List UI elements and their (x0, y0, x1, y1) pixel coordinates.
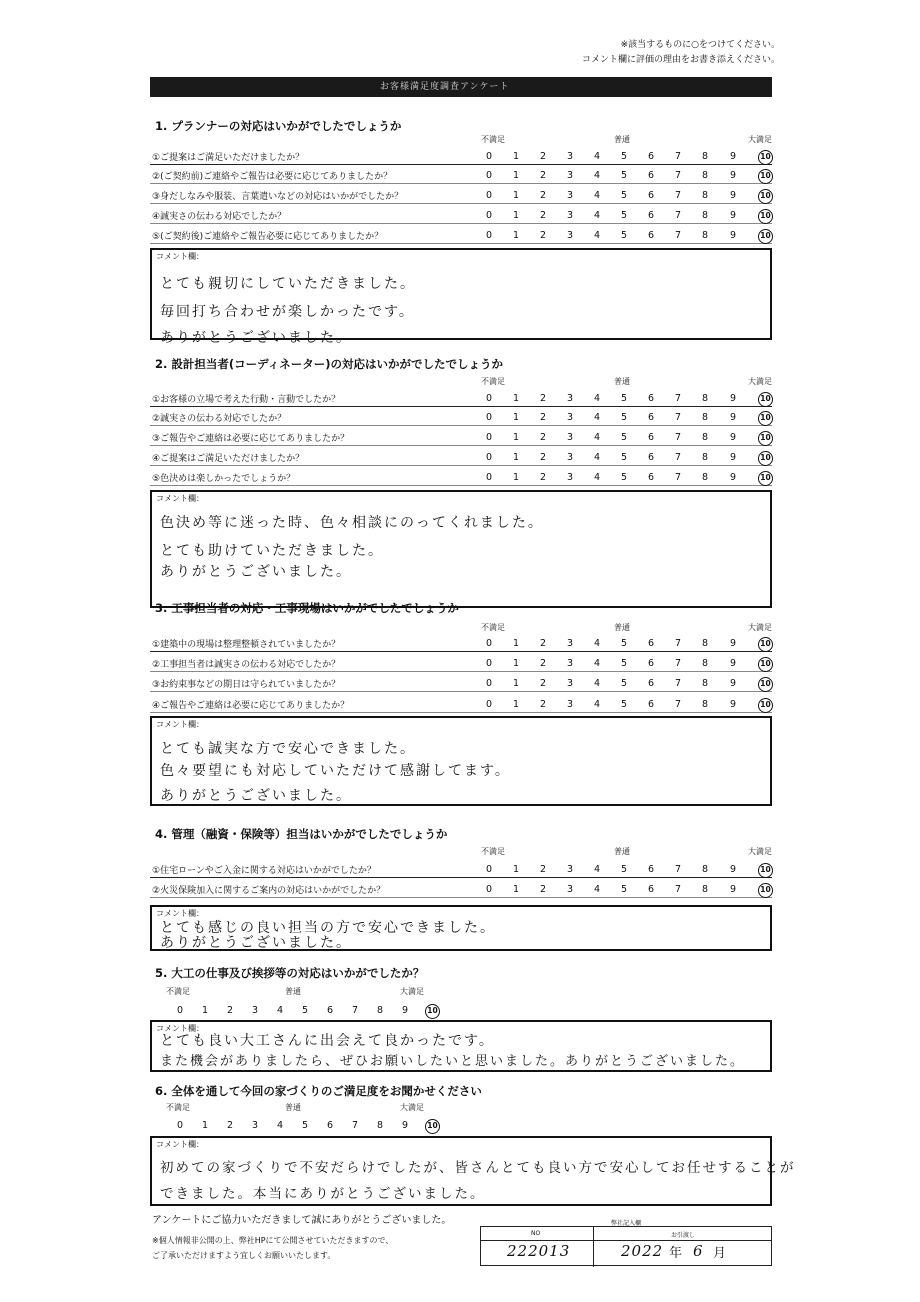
rating-option[interactable]: 9 (729, 884, 737, 895)
rating-option[interactable]: 5 (620, 699, 628, 710)
rating-option[interactable]: 4 (593, 678, 601, 689)
rating-option[interactable]: 5 (620, 864, 628, 875)
rating-option[interactable]: 6 (647, 210, 655, 221)
rating-option[interactable]: 7 (674, 658, 682, 669)
scale-label-high: 大満足 (748, 135, 772, 144)
rating-option[interactable]: 8 (376, 1005, 384, 1016)
scale-label-high: 大満足 (400, 987, 424, 996)
selected-rating-circle[interactable]: 10 (758, 411, 773, 426)
rating-option[interactable]: 2 (539, 151, 547, 162)
rating-option[interactable]: 3 (566, 151, 574, 162)
scale-label-mid: 普通 (285, 1103, 301, 1112)
rating-option[interactable]: 8 (701, 190, 709, 201)
rating-option[interactable]: 4 (593, 884, 601, 895)
rating-option[interactable]: 9 (729, 678, 737, 689)
rating-option[interactable]: 6 (647, 412, 655, 423)
rating-option[interactable]: 1 (512, 210, 520, 221)
rating-option[interactable]: 1 (512, 151, 520, 162)
scale-label-low: 不満足 (481, 847, 505, 856)
rating-option[interactable]: 5 (620, 678, 628, 689)
rating-option[interactable]: 9 (729, 412, 737, 423)
rating-option[interactable]: 8 (701, 452, 709, 463)
rating-option[interactable]: 2 (539, 864, 547, 875)
comment-label: コメント欄： (156, 494, 204, 503)
rating-option[interactable]: 2 (226, 1120, 234, 1131)
instruction-circle: ※該当するものに○をつけてください。 (620, 40, 780, 50)
section-title: 2. 設計担当者(コーディネーター)の対応はいかがでしたでしょうか (155, 357, 503, 371)
rating-option[interactable]: 5 (620, 638, 628, 649)
selected-rating-circle[interactable]: 10 (758, 169, 773, 184)
handover-month: 6 (693, 1242, 704, 1260)
rating-option[interactable]: 2 (539, 472, 547, 483)
rating-option[interactable]: 6 (647, 884, 655, 895)
rating-option[interactable]: 3 (566, 412, 574, 423)
handwritten-comment-line: とても感じの良い担当の方で安心できました。 (160, 920, 496, 936)
selected-rating-circle[interactable]: 10 (425, 1004, 440, 1019)
rating-option[interactable]: 2 (539, 658, 547, 669)
rating-option[interactable]: 5 (301, 1120, 309, 1131)
rating-option[interactable]: 1 (512, 432, 520, 443)
handwritten-comment-line: できました。本当にありがとうございました。 (160, 1186, 486, 1202)
rating-option[interactable]: 5 (620, 452, 628, 463)
rating-option[interactable]: 4 (593, 472, 601, 483)
rating-option[interactable]: 8 (701, 151, 709, 162)
no-label: NO (531, 1230, 541, 1237)
rating-option[interactable]: 6 (647, 230, 655, 241)
handwritten-comment-line: ありがとうございました。 (160, 935, 352, 951)
rating-option[interactable]: 3 (566, 638, 574, 649)
survey-title: お客様満足度調査アンケート (150, 77, 772, 97)
rating-option[interactable]: 6 (647, 190, 655, 201)
rating-option[interactable]: 1 (512, 170, 520, 181)
rating-option[interactable]: 8 (701, 884, 709, 895)
rating-option[interactable]: 7 (674, 638, 682, 649)
rating-option[interactable]: 0 (485, 452, 493, 463)
rating-option[interactable]: 0 (485, 412, 493, 423)
rating-option[interactable]: 4 (593, 699, 601, 710)
rating-option[interactable]: 9 (729, 190, 737, 201)
rating-option[interactable]: 6 (647, 864, 655, 875)
question-row-line (150, 712, 772, 713)
rating-option[interactable]: 1 (512, 472, 520, 483)
rating-option[interactable]: 8 (376, 1120, 384, 1131)
question-row-line (150, 897, 772, 898)
selected-rating-circle[interactable]: 10 (758, 209, 773, 224)
handwritten-comment-line: ありがとうございました。 (160, 788, 352, 804)
rating-option[interactable]: 4 (593, 393, 601, 404)
rating-option[interactable]: 1 (512, 658, 520, 669)
rating-option[interactable]: 3 (566, 210, 574, 221)
rating-option[interactable]: 3 (566, 678, 574, 689)
scale-label-mid: 普通 (614, 847, 630, 856)
question-row-line (150, 164, 772, 165)
question-row-line (150, 203, 772, 204)
rating-option[interactable]: 6 (647, 151, 655, 162)
rating-option[interactable]: 3 (566, 432, 574, 443)
rating-option[interactable]: 2 (539, 190, 547, 201)
selected-rating-circle[interactable]: 10 (758, 229, 773, 244)
rating-option[interactable]: 1 (512, 638, 520, 649)
rating-option[interactable]: 7 (674, 472, 682, 483)
footer-privacy-note (152, 1233, 393, 1263)
rating-option[interactable]: 0 (485, 864, 493, 875)
rating-option[interactable]: 4 (276, 1005, 284, 1016)
rating-option[interactable]: 6 (647, 452, 655, 463)
rating-option[interactable]: 8 (701, 658, 709, 669)
selected-rating-circle[interactable]: 10 (758, 637, 773, 652)
scale-label-low: 不満足 (481, 135, 505, 144)
rating-option[interactable]: 9 (729, 170, 737, 181)
question-text: ①お客様の立場で考えた行動・言動でしたか？ (152, 395, 341, 405)
rating-option[interactable]: 0 (485, 638, 493, 649)
rating-option[interactable]: 9 (729, 658, 737, 669)
rating-option[interactable]: 1 (512, 884, 520, 895)
handwritten-comment-line: ありがとうございました。 (160, 330, 352, 346)
selected-rating-circle[interactable]: 10 (758, 471, 773, 486)
rating-option[interactable]: 3 (566, 658, 574, 669)
question-text: ③ご報告やご連絡は必要に応じてありましたか？ (152, 434, 350, 444)
rating-option[interactable]: 0 (176, 1005, 184, 1016)
rating-option[interactable]: 9 (729, 452, 737, 463)
rating-option[interactable]: 8 (701, 170, 709, 181)
rating-option[interactable]: 9 (729, 864, 737, 875)
rating-option[interactable]: 7 (674, 884, 682, 895)
rating-option[interactable]: 8 (701, 678, 709, 689)
question-row-line (150, 465, 772, 466)
question-text: ①ご提案はご満足いただけましたか？ (152, 153, 305, 163)
rating-option[interactable]: 9 (729, 151, 737, 162)
rating-option[interactable]: 4 (593, 230, 601, 241)
rating-option[interactable]: 0 (485, 170, 493, 181)
comment-label: コメント欄： (156, 909, 204, 918)
footer-note-line: ※個人情報非公開の上、弊社HPにて公開させていただきますので、 (152, 1236, 394, 1245)
handwritten-comment-line: 毎回打ち合わせが楽しかったです。 (160, 304, 415, 320)
rating-option[interactable]: 5 (620, 393, 628, 404)
scale-label-high: 大満足 (748, 847, 772, 856)
rating-option[interactable]: 7 (674, 864, 682, 875)
rating-option[interactable]: 8 (701, 472, 709, 483)
question-row-line (150, 406, 772, 407)
rating-option[interactable]: 0 (485, 658, 493, 669)
rating-option[interactable]: 2 (539, 884, 547, 895)
month-char: 月 (713, 1246, 728, 1261)
rating-option[interactable]: 7 (674, 678, 682, 689)
rating-option[interactable]: 1 (512, 412, 520, 423)
question-text: ④ご提案はご満足いただけましたか？ (152, 454, 305, 464)
rating-option[interactable]: 4 (593, 638, 601, 649)
question-text: ②誠実さの伝わる対応でしたか？ (152, 414, 287, 424)
rating-option[interactable]: 4 (593, 452, 601, 463)
rating-option[interactable]: 1 (512, 393, 520, 404)
rating-option[interactable]: 4 (593, 432, 601, 443)
rating-option[interactable]: 2 (539, 699, 547, 710)
question-row-line (150, 485, 772, 486)
handwritten-comment-line: とても誠実な方で安心できました。 (160, 741, 416, 757)
section-title: 1. プランナーの対応はいかがでしたでしょうか (155, 119, 402, 133)
scale-label-high: 大満足 (748, 623, 772, 632)
rating-option[interactable]: 1 (201, 1120, 209, 1131)
rating-option[interactable]: 8 (701, 412, 709, 423)
handwritten-comment-line: 色決め等に迷った時、色々相談にのってくれました。 (160, 515, 544, 531)
rating-option[interactable]: 9 (729, 393, 737, 404)
handwritten-comment-line: 色々要望にも対応していただけて感謝してます。 (160, 763, 511, 779)
record-number: 222013 (507, 1242, 571, 1260)
section-title: 4. 管理（融資・保険等）担当はいかがでしたでしょうか (155, 827, 448, 841)
rating-option[interactable]: 0 (485, 699, 493, 710)
scale-label-low: 不満足 (481, 377, 505, 386)
rating-option[interactable]: 5 (620, 432, 628, 443)
comment-label: コメント欄： (156, 720, 204, 729)
scale-label-high: 大満足 (748, 377, 772, 386)
rating-option[interactable]: 0 (485, 393, 493, 404)
rating-option[interactable]: 8 (701, 864, 709, 875)
selected-rating-circle[interactable]: 10 (758, 431, 773, 446)
rating-option[interactable]: 1 (512, 678, 520, 689)
rating-option[interactable]: 1 (512, 699, 520, 710)
rating-option[interactable]: 7 (674, 432, 682, 443)
rating-option[interactable]: 2 (539, 678, 547, 689)
rating-option[interactable]: 5 (620, 210, 628, 221)
rating-option[interactable]: 5 (620, 190, 628, 201)
rating-option[interactable]: 2 (539, 230, 547, 241)
rating-option[interactable]: 5 (620, 230, 628, 241)
rating-option[interactable]: 9 (401, 1120, 409, 1131)
scale-label-low: 不満足 (481, 623, 505, 632)
question-row-line (150, 243, 772, 244)
rating-option[interactable]: 6 (647, 678, 655, 689)
rating-option[interactable]: 6 (326, 1005, 334, 1016)
office-use-table (480, 1220, 772, 1266)
selected-rating-circle[interactable]: 10 (758, 150, 773, 165)
rating-option[interactable]: 7 (674, 230, 682, 241)
rating-option[interactable]: 1 (512, 864, 520, 875)
rating-option[interactable]: 3 (566, 472, 574, 483)
rating-option[interactable]: 7 (674, 151, 682, 162)
rating-option[interactable]: 8 (701, 638, 709, 649)
rating-option[interactable]: 2 (539, 412, 547, 423)
rating-option[interactable]: 2 (539, 638, 547, 649)
rating-option[interactable]: 9 (729, 210, 737, 221)
rating-option[interactable]: 5 (620, 170, 628, 181)
rating-option[interactable]: 3 (566, 170, 574, 181)
question-row-line (150, 223, 772, 224)
rating-option[interactable]: 5 (301, 1005, 309, 1016)
question-text: ③身だしなみや服装、言葉遣いなどの対応はいかがでしたか？ (152, 192, 404, 202)
question-text: ①建築中の現場は整理整頓されていましたか？ (152, 640, 341, 650)
scale-label-low: 不満足 (166, 987, 190, 996)
rating-option[interactable]: 4 (593, 151, 601, 162)
rating-option[interactable]: 4 (593, 658, 601, 669)
rating-option[interactable]: 4 (276, 1120, 284, 1131)
scale-label-high: 大満足 (400, 1103, 424, 1112)
instructions (520, 38, 780, 68)
handwritten-comment-line: また機会がありましたら、ぜひお願いしたいと思いました。ありがとうございました。 (160, 1054, 746, 1069)
handover-label: お引渡し (671, 1232, 696, 1239)
rating-option[interactable]: 0 (485, 472, 493, 483)
rating-option[interactable]: 5 (620, 884, 628, 895)
rating-option[interactable]: 9 (729, 472, 737, 483)
question-row-line (150, 877, 772, 878)
question-row-line (150, 671, 772, 672)
rating-option[interactable]: 1 (201, 1005, 209, 1016)
rating-option[interactable]: 2 (539, 393, 547, 404)
rating-option[interactable]: 7 (674, 210, 682, 221)
rating-option[interactable]: 0 (485, 190, 493, 201)
rating-option[interactable]: 3 (566, 699, 574, 710)
rating-option[interactable]: 6 (647, 393, 655, 404)
rating-option[interactable]: 4 (593, 210, 601, 221)
rating-option[interactable]: 3 (566, 190, 574, 201)
rating-option[interactable]: 9 (401, 1005, 409, 1016)
question-row-line (150, 691, 772, 692)
rating-option[interactable]: 5 (620, 472, 628, 483)
question-text: ④ご報告やご連絡は必要に応じてありましたか？ (152, 701, 350, 711)
section-title: 6. 全体を通して今回の家づくりのご満足度をお聞かせください (155, 1084, 482, 1098)
rating-option[interactable]: 9 (729, 230, 737, 241)
rating-option[interactable]: 9 (729, 432, 737, 443)
rating-option[interactable]: 2 (539, 432, 547, 443)
rating-option[interactable]: 1 (512, 230, 520, 241)
scale-label-mid: 普通 (614, 377, 630, 386)
rating-option[interactable]: 4 (593, 864, 601, 875)
rating-option[interactable]: 7 (351, 1120, 359, 1131)
question-text: ⑤色決めは楽しかったでしょうか？ (152, 474, 296, 484)
rating-option[interactable]: 8 (701, 210, 709, 221)
rating-option[interactable]: 3 (251, 1120, 259, 1131)
rating-option[interactable]: 9 (729, 699, 737, 710)
rating-option[interactable]: 3 (566, 884, 574, 895)
rating-option[interactable]: 6 (647, 658, 655, 669)
rating-option[interactable]: 3 (566, 230, 574, 241)
question-row-line (150, 425, 772, 426)
footer-note-line: ご了承いただけますよう宜しくお願いいたします。 (152, 1251, 336, 1260)
rating-option[interactable]: 0 (485, 678, 493, 689)
scale-label-low: 不満足 (166, 1103, 190, 1112)
rating-option[interactable]: 7 (674, 393, 682, 404)
rating-option[interactable]: 6 (326, 1120, 334, 1131)
rating-option[interactable]: 4 (593, 190, 601, 201)
comment-label: コメント欄： (156, 1140, 204, 1149)
question-text: ①住宅ローンやご入金に関する対応はいかがでしたか？ (152, 866, 376, 876)
rating-option[interactable]: 3 (566, 452, 574, 463)
handwritten-comment-line: ありがとうございました。 (160, 564, 352, 580)
section-title: 3. 工事担当者の対応・工事現場はいかがでしたでしょうか (155, 601, 459, 615)
footer-thanks: アンケートにご協力いただきまして誠にありがとうございました。 (152, 1215, 452, 1226)
selected-rating-circle[interactable]: 10 (758, 677, 773, 692)
rating-option[interactable]: 8 (701, 230, 709, 241)
rating-option[interactable]: 7 (674, 699, 682, 710)
rating-option[interactable]: 6 (647, 472, 655, 483)
handwritten-comment-line: とても良い大工さんに出会えて良かったです。 (160, 1033, 495, 1049)
rating-option[interactable]: 8 (701, 393, 709, 404)
scale-label-mid: 普通 (614, 135, 630, 144)
selected-rating-circle[interactable]: 10 (758, 451, 773, 466)
selected-rating-circle[interactable]: 10 (758, 392, 773, 407)
year-char: 年 (669, 1246, 684, 1261)
comment-label: コメント欄： (156, 1024, 204, 1033)
handwritten-comment-line: とても助けていただきました。 (160, 543, 384, 559)
rating-option[interactable]: 7 (674, 452, 682, 463)
rating-option[interactable]: 6 (647, 170, 655, 181)
rating-option[interactable]: 5 (620, 658, 628, 669)
rating-option[interactable]: 6 (647, 432, 655, 443)
rating-option[interactable]: 3 (566, 864, 574, 875)
office-use-label: 弊社記入欄 (611, 1220, 642, 1227)
rating-option[interactable]: 2 (539, 210, 547, 221)
rating-option[interactable]: 4 (593, 170, 601, 181)
selected-rating-circle[interactable]: 10 (758, 863, 773, 878)
section-title: 5. 大工の仕事及び挨拶等の対応はいかがでしたか？ (155, 966, 425, 980)
scale-label-mid: 普通 (285, 987, 301, 996)
rating-option[interactable]: 0 (485, 210, 493, 221)
rating-option[interactable]: 9 (729, 638, 737, 649)
selected-rating-circle[interactable]: 10 (758, 189, 773, 204)
handwritten-comment-line: とても親切にしていただきました。 (160, 276, 416, 292)
question-text: ②工事担当者は誠実さの伝わる対応でしたか？ (152, 660, 341, 670)
rating-option[interactable]: 2 (226, 1005, 234, 1016)
rating-option[interactable]: 1 (512, 452, 520, 463)
comment-label: コメント欄： (156, 252, 204, 261)
question-text: ②(ご契約前)ご連絡やご報告は必要に応じてありましたか？ (152, 172, 393, 182)
scale-label-mid: 普通 (614, 623, 630, 632)
rating-option[interactable]: 1 (512, 190, 520, 201)
rating-option[interactable]: 0 (485, 230, 493, 241)
rating-option[interactable]: 7 (674, 412, 682, 423)
selected-rating-circle[interactable]: 10 (758, 698, 773, 713)
rating-option[interactable]: 6 (647, 638, 655, 649)
rating-option[interactable]: 5 (620, 151, 628, 162)
rating-option[interactable]: 0 (485, 151, 493, 162)
rating-option[interactable]: 7 (674, 170, 682, 181)
rating-option[interactable]: 6 (647, 699, 655, 710)
rating-option[interactable]: 7 (674, 190, 682, 201)
rating-option[interactable]: 8 (701, 432, 709, 443)
rating-option[interactable]: 5 (620, 412, 628, 423)
selected-rating-circle[interactable]: 10 (758, 657, 773, 672)
question-row-line (150, 651, 772, 652)
rating-option[interactable]: 0 (485, 884, 493, 895)
rating-option[interactable]: 8 (701, 699, 709, 710)
question-row-line (150, 183, 772, 184)
question-row-line (150, 445, 772, 446)
rating-option[interactable]: 0 (176, 1120, 184, 1131)
question-text: ④誠実さの伝わる対応でしたか？ (152, 212, 287, 222)
question-text: ②火災保険加入に関するご案内の対応はいかがでしたか？ (152, 886, 386, 896)
question-text: ③お約束事などの期日は守られていましたか？ (152, 680, 341, 690)
handwritten-comment-line: 初めての家づくりで不安だらけでしたが、皆さんとても良い方で安心してお任せすることが (160, 1160, 796, 1176)
rating-option[interactable]: 7 (351, 1005, 359, 1016)
rating-option[interactable]: 2 (539, 452, 547, 463)
office-table-header (481, 1227, 771, 1241)
selected-rating-circle[interactable]: 10 (758, 883, 773, 898)
rating-option[interactable]: 4 (593, 412, 601, 423)
handover-year: 2022 (621, 1242, 664, 1260)
selected-rating-circle[interactable]: 10 (425, 1119, 440, 1134)
rating-option[interactable]: 2 (539, 170, 547, 181)
rating-option[interactable]: 3 (566, 393, 574, 404)
instruction-comment: コメント欄に評価の理由をお書き添えください。 (581, 55, 780, 65)
rating-option[interactable]: 0 (485, 432, 493, 443)
question-text: ⑤(ご契約後)ご連絡やご報告必要に応じてありましたか？ (152, 232, 384, 242)
rating-option[interactable]: 3 (251, 1005, 259, 1016)
